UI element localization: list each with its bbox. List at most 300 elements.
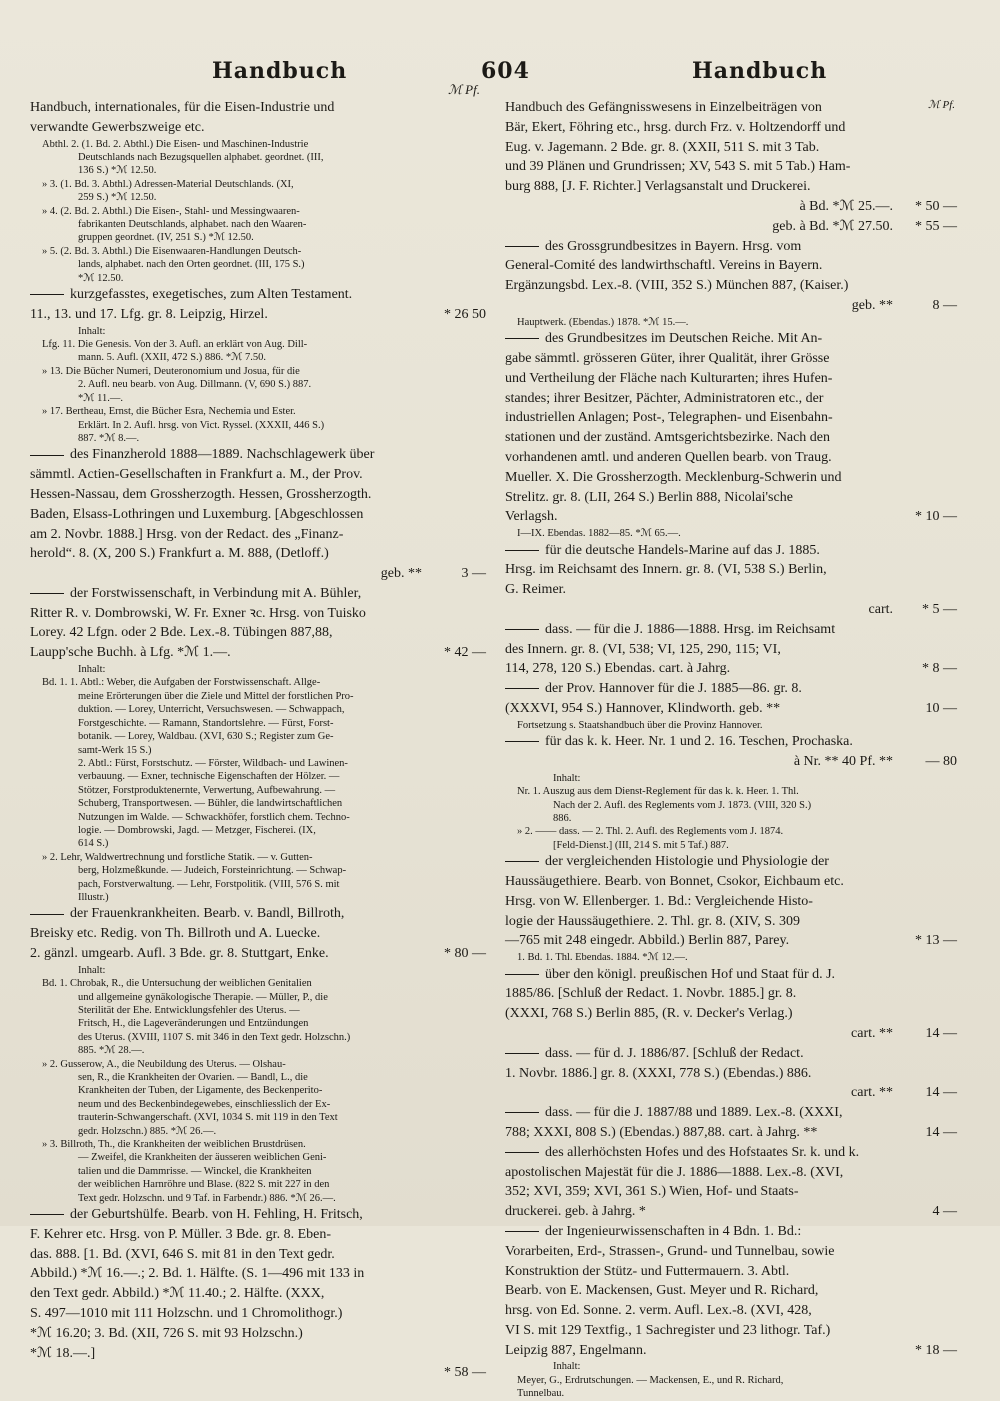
text-line: [30, 218, 486, 231]
line-text: Eug. v. Jagemann. 2 Bde. gr. 8. (XXII, 511 S. mit 3 Tab.: [505, 139, 820, 155]
text-line: [30, 837, 486, 850]
text-line: [30, 98, 486, 118]
text-line: [505, 448, 957, 468]
line-text: 11., 13. und 17. Lfg. gr. 8. Leipzig, Hirzel.: [30, 306, 268, 322]
text-line: [505, 1281, 957, 1301]
line-text: dass. — für die J. 1886—1888. Hrsg. im Reichsamt: [545, 621, 836, 637]
price: * 18 —: [915, 1342, 957, 1358]
line-text: Hauptwerk. (Ebendas.) 1878. *ℳ 15.—.: [517, 316, 689, 328]
line-text: » 13. Die Bücher Numeri, Deuteronomium und Josua, für die: [42, 365, 300, 377]
text-line: [505, 197, 957, 217]
text-line: [505, 659, 957, 679]
text-line: [30, 272, 486, 285]
line-text: Nach der 2. Aufl. des Reglements vom J. 1873. (VIII, 320 S.): [553, 799, 812, 811]
line-text: der Ingenieurwissenschaften in 4 Bdn. 1. Bd.:: [545, 1223, 802, 1239]
line-text: » 3. Billroth, Th., die Krankheiten der weiblichen Brustdrüsen.: [42, 1139, 306, 1151]
text-line: [30, 445, 486, 465]
text-line: [30, 191, 486, 204]
text-line: [30, 1304, 486, 1324]
text-line: [505, 1242, 957, 1262]
line-text: *ℳ 12.50.: [78, 272, 124, 284]
text-line: [30, 964, 486, 977]
line-text: verwandte Gewerbszweige etc.: [30, 119, 205, 135]
line-text: » 17. Bertheau, Ernst, die Bücher Esra, Nechemia und Ester.: [42, 406, 296, 418]
line-text: Konstruktion der Stütz- und Futtermauern. 3. Abtl.: [505, 1263, 790, 1279]
text-line: [505, 1262, 957, 1282]
line-text: druckerei. geb. à Jahrg. *: [505, 1204, 646, 1220]
text-line: [30, 392, 486, 405]
ditto-dash: [505, 1231, 539, 1232]
text-line: [505, 785, 957, 798]
line-text: 2. gänzl. umgearb. Aufl. 3 Bde. gr. 8. Stuttgart, Enke.: [30, 945, 329, 961]
ditto-dash: [505, 688, 539, 689]
ditto-dash: [505, 550, 539, 551]
line-text: Lorey. 42 Lfgn. oder 2 Bde. Lex.-8. Tübingen 887,88,: [30, 625, 333, 641]
line-text: Lfg. 11. Die Genesis. Von der 3. Aufl. an erklärt von Aug. Dill-: [42, 339, 308, 351]
text-line: [30, 1324, 486, 1344]
text-line: [30, 944, 486, 964]
text-line: [30, 717, 486, 730]
text-line: [30, 1363, 486, 1383]
ditto-dash: [505, 861, 539, 862]
line-text: Schuberg, Transportwesen. — Bühler, die landwirtschaftlichen: [78, 798, 343, 810]
line-text: Hrsg. von W. Ellenberger. 1. Bd.: Vergleichende Histo-: [505, 893, 813, 909]
line-text: gabe sämmtl. grösseren Güter, ihrer Qualität, ihrer Grösse: [505, 350, 830, 366]
running-head-left: Handbuch: [212, 58, 348, 84]
line-text: über den königl. preußischen Hof und Staat für d. J.: [545, 966, 836, 982]
text-line: [30, 1125, 486, 1138]
text-line: [505, 1044, 957, 1064]
line-text: Erklärt. In 2. Aufl. hrsg. von Vict. Ryssel. (XXXII, 446 S.): [78, 419, 325, 431]
text-line: [30, 151, 486, 164]
ditto-dash: [30, 1214, 64, 1215]
text-line: [30, 784, 486, 797]
line-text: am 2. Novbr. 1888.] Hrsg. von der Redact. des „Finanz-: [30, 526, 344, 542]
text-line: [505, 719, 957, 732]
text-line: [30, 564, 486, 584]
line-text: der weiblichen Harnröhre und Blase. (822 S. mit 227 in den: [78, 1179, 330, 1191]
text-line: [30, 485, 486, 505]
text-line: [505, 1374, 957, 1387]
text-line: [30, 703, 486, 716]
line-text: —765 mit 248 eingedr. Abbild.) Berlin 887, Parey.: [505, 933, 790, 949]
text-line: [505, 892, 957, 912]
text-line: [505, 428, 957, 448]
line-text: Text gedr. Holzschn. und 9 Taf. in Farbendr.) 886. *ℳ 26.—.: [78, 1192, 336, 1204]
line-text: à Bd. *ℳ 25.—.: [799, 198, 893, 214]
line-text: 352; XVI, 359; XVI, 361 S.) Wien, Hof- und Staats-: [505, 1184, 799, 1200]
price: 4 —: [932, 1204, 957, 1220]
line-text: Mueller. X. Die Grossherzogth. Mecklenburg-Schwerin und: [505, 469, 842, 485]
line-text: Abthl. 2. (1. Bd. 2. Abthl.) Die Eisen- und Maschinen-Industrie: [42, 138, 309, 150]
text-line: [30, 676, 486, 689]
line-text: samt-Werk 15 S.): [78, 744, 152, 756]
text-line: [30, 505, 486, 525]
line-text: Fortsetzung s. Staatshandbuch über die Provinz Hannover.: [517, 719, 763, 731]
ditto-dash: [505, 1112, 539, 1113]
text-line: [30, 1071, 486, 1084]
text-line: [30, 991, 486, 1004]
line-text: Nutzungen im Walde. — Schwackhöfer, forstlich chem. Techno-: [78, 811, 350, 823]
line-text: S. 497—1010 mit 111 Holzschn. und 1 Chromolithogr.): [30, 1306, 343, 1322]
text-line: [505, 699, 957, 719]
line-text: 788; XXXI, 808 S.) (Ebendas.) 887,88. cart. à Jahrg. **: [505, 1124, 818, 1140]
line-text: der Frauenkrankheiten. Bearb. v. Bandl, Billroth,: [70, 906, 345, 922]
line-text: lands, alphabet. nach den Orten geordnet. (III, 175 S.): [78, 259, 305, 271]
text-line: [30, 878, 486, 891]
text-line: [30, 690, 486, 703]
line-text: meine Erörterungen über die Ziele und Mittel der forstlichen Pro-: [78, 690, 354, 702]
line-text: Bd. 1. 1. Abtl.: Weber, die Aufgaben der Forstwissenschaft. Allge-: [42, 677, 321, 689]
text-line: [30, 1178, 486, 1191]
text-line: [505, 507, 957, 527]
line-text: Leipzig 887, Engelmann.: [505, 1342, 647, 1358]
line-text: der vergleichenden Histologie und Physiologie der: [545, 854, 829, 870]
line-text: *ℳ 16.20; 3. Bd. (XII, 726 S. mit 93 Holzschn.): [30, 1325, 303, 1341]
line-text: des Finanzherold 1888—1889. Nachschlagewerk über: [70, 447, 375, 463]
price: 14 —: [925, 1025, 957, 1041]
text-line: [505, 296, 957, 316]
text-line: [505, 1143, 957, 1163]
text-line: [30, 811, 486, 824]
page-number: 604: [481, 58, 530, 84]
text-line: [30, 138, 486, 151]
price: 14 —: [925, 1085, 957, 1101]
text-line: [30, 730, 486, 743]
text-line: [30, 797, 486, 810]
line-text: I—IX. Ebendas. 1882—85. *ℳ 65.—.: [517, 528, 681, 540]
line-text: sämmtl. Actien-Gesellschaften in Frankfurt a. M., der Prov.: [30, 467, 363, 483]
text-line: [30, 1264, 486, 1284]
text-line: [30, 1058, 486, 1071]
line-text: 887. *ℳ 8.—.: [78, 432, 140, 444]
text-line: [30, 245, 486, 258]
price: 14 —: [925, 1124, 957, 1140]
line-text: 2. Aufl. neu bearb. von Aug. Dillmann. (V, 690 S.) 887.: [78, 379, 312, 391]
line-text: und 39 Plänen und Grundrissen; XV, 543 S. mit 5 Tab.) Ham-: [505, 159, 851, 175]
text-line: [505, 580, 957, 600]
text-line: [505, 217, 957, 237]
line-text: Abbild.) *ℳ 16.—.; 2. Bd. 1. Hälfte. (S. 1—496 mit 133 in: [30, 1266, 365, 1282]
line-text: das. 888. [1. Bd. (XVI, 646 S. mit 81 in den Text gedr.: [30, 1246, 335, 1262]
line-text: dass. — für d. J. 1886/87. [Schluß der Redact.: [545, 1045, 804, 1061]
text-line: [30, 164, 486, 177]
line-text: Krankheiten der Tuben, der Ligamente, des Beckenperito-: [78, 1085, 323, 1097]
text-line: [30, 305, 486, 325]
line-text: [Feld-Dienst.] (III, 214 S. mit 5 Taf.) 887.: [553, 839, 729, 851]
line-text: Deutschlands nach Bezugsquellen alphabet. geordnet. (III,: [78, 152, 324, 163]
line-text: stationen und der zuständ. Amtsgerichtsbezirke. Nach den: [505, 430, 831, 446]
text-line: [505, 118, 957, 138]
line-text: und allgemeine gynäkologische Therapie. — Müller, P., die: [78, 991, 328, 1003]
price: * 8 —: [922, 661, 957, 677]
line-text: Inhalt:: [553, 1361, 581, 1373]
line-text: *ℳ 11.—.: [78, 392, 123, 404]
text-line: [505, 984, 957, 1004]
text-line: [505, 138, 957, 158]
line-text: des Innern. gr. 8. (VI, 538; VI, 125, 290, 115; VI,: [505, 641, 781, 657]
line-text: für das k. k. Heer. Nr. 1 und 2. 16. Teschen, Prochaska.: [545, 734, 853, 750]
text-line: [30, 1017, 486, 1030]
line-text: verbauung. — Exner, technische Eigenschaften der Hölzer. —: [78, 771, 340, 783]
line-text: » 3. (1. Bd. 3. Abthl.) Adressen-Material Deutschlands. (XI,: [42, 178, 294, 190]
line-text: geb. **: [380, 566, 422, 582]
line-text: Tunnelbau.: [517, 1388, 565, 1400]
text-line: [505, 98, 957, 118]
line-text: der Geburtshülfe. Bearb. von H. Fehling, H. Fritsch,: [70, 1207, 363, 1223]
text-line: [30, 924, 486, 944]
line-text: hrsg. von Ed. Sonne. 2. verm. Aufl. Lex.-8. (XVI, 428,: [505, 1303, 812, 1319]
line-text: Bär, Ekert, Föhring etc., hrsg. durch Frz. v. Holtzendorff und: [505, 119, 846, 135]
ditto-dash: [505, 974, 539, 975]
line-text: cart. **: [851, 1085, 893, 1101]
line-text: berg, Holzmeßkunde. — Judeich, Forsteinrichtung. — Schwap-: [78, 865, 347, 877]
line-text: trauterin-Schwangerschaft. (XVI, 1034 S. mit 119 in den Text: [78, 1112, 338, 1124]
price: * 13 —: [915, 933, 957, 949]
text-line: [30, 1111, 486, 1124]
line-text: Strelitz. gr. 8. (LII, 264 S.) Berlin 888, Nicolai'sche: [505, 489, 793, 505]
line-text: 136 S.) *ℳ 12.50.: [78, 165, 157, 177]
price: — 80: [925, 753, 957, 769]
ditto-dash: [505, 629, 539, 630]
line-text: cart. **: [851, 1025, 893, 1041]
ditto-dash: [30, 593, 64, 594]
running-head-right: Handbuch: [692, 58, 828, 84]
text-line: [30, 432, 486, 445]
text-line: [30, 891, 486, 904]
price: 10 —: [925, 700, 957, 716]
line-text: Baden, Elsass-Lothringen und Luxemburg. [Abgeschlossen: [30, 506, 364, 522]
text-line: [505, 839, 957, 852]
text-line: [505, 1341, 957, 1361]
text-line: [505, 1123, 957, 1143]
text-line: [30, 744, 486, 757]
line-text: Breisky etc. Redig. von Th. Billroth und A. Luecke.: [30, 926, 321, 942]
line-text: dass. — für die J. 1887/88 und 1889. Lex.-8. (XXXI,: [545, 1105, 843, 1121]
text-line: [30, 544, 486, 564]
line-text: » 2. Gusserow, A., die Neubildung des Uterus. — Olshau-: [42, 1058, 286, 1070]
text-line: [30, 1138, 486, 1151]
text-line: [505, 1163, 957, 1183]
text-line: [30, 1004, 486, 1017]
line-text: General-Comité des landwirthschaftl. Vereins in Bayern.: [505, 258, 823, 274]
text-line: [30, 378, 486, 391]
line-text: » 4. (2. Bd. 2. Abthl.) Die Eisen-, Stahl- und Messingwaaren-: [42, 205, 300, 217]
text-line: [30, 419, 486, 432]
price-unit-left: ℳ Pf.: [448, 82, 480, 97]
text-line: [505, 1360, 957, 1373]
text-line: [505, 772, 957, 785]
line-text: Sterilität der Ehe. Entwicklungsfehler des Uterus. —: [78, 1005, 300, 1016]
line-text: gedr. Holzschn.) 885. *ℳ 26.—.: [78, 1125, 217, 1137]
line-text: Vorarbeiten, Erd-, Strassen-, Grund- und Tunnelbau, sowie: [505, 1243, 835, 1259]
text-line: [505, 620, 957, 640]
text-line: [30, 643, 486, 663]
price: * 55 —: [915, 218, 957, 234]
line-text: der Prov. Hannover für die J. 1885—86. gr. 8.: [545, 681, 802, 697]
line-text: industriellen Anlagen; Post-, Telegraphen- und Eisenbahn-: [505, 410, 833, 426]
line-text: Fritsch, H., die Lageveränderungen und Entzündungen: [78, 1018, 309, 1030]
text-line: [30, 584, 486, 604]
line-text: Verlagsh.: [505, 509, 558, 525]
price: 3 —: [461, 566, 486, 582]
text-line: [505, 1222, 957, 1242]
text-line: [505, 852, 957, 872]
line-text: geb. à Bd. *ℳ 27.50.: [772, 218, 893, 234]
line-text: neum und des Beckenbindegewebes, einschliesslich der Ex-: [78, 1098, 331, 1110]
line-text: geb. **: [851, 297, 893, 313]
text-line: [505, 732, 957, 752]
text-line: [30, 1205, 486, 1225]
line-text: des Grossgrundbesitzes in Bayern. Hrsg. vom: [545, 238, 802, 254]
line-text: vorhandenen amtl. und anderen Quellen bearb. von Traug.: [505, 449, 832, 465]
text-line: [30, 1165, 486, 1178]
text-line: [30, 1225, 486, 1245]
text-line: [30, 525, 486, 545]
line-text: Bd. 1. Chrobak, R., die Untersuchung der weiblichen Genitalien: [42, 978, 312, 990]
text-line: [30, 1044, 486, 1057]
line-text: — Zweifel, die Krankheiten der äusseren weiblichen Geni-: [78, 1152, 327, 1164]
text-line: [30, 325, 486, 338]
line-text: gruppen geordnet. (IV, 251 S.) *ℳ 12.50.: [78, 232, 254, 244]
line-text: logie. — Dombrowski, Jagd. — Metzger, Fischerei. (IX,: [78, 824, 316, 836]
text-line: [505, 931, 957, 951]
text-line: [30, 1245, 486, 1265]
text-line: [30, 824, 486, 837]
text-line: [505, 1103, 957, 1123]
line-text: Handbuch, internationales, für die Eisen-Industrie und: [30, 100, 335, 115]
line-text: und Vertheilung der Fläche nach Kulturarten; ihres Hufen-: [505, 370, 833, 386]
text-line: [30, 1284, 486, 1304]
line-text: 259 S.) *ℳ 12.50.: [78, 192, 157, 204]
line-text: kurzgefasstes, exegetisches, zum Alten Testament.: [70, 287, 353, 303]
text-line: [505, 389, 957, 409]
text-line: [505, 679, 957, 699]
line-text: 2. Abtl.: Fürst, Forstschutz. — Förster, Wildbach- und Lawinen-: [78, 757, 348, 769]
line-text: (XXXVI, 954 S.) Hannover, Klindworth. geb. **: [505, 700, 781, 716]
text-line: [505, 408, 957, 428]
text-line: [30, 663, 486, 676]
text-line: [505, 825, 957, 838]
line-text: standes; ihrer Besitzer, Pächter, Administratoren etc., der: [505, 390, 824, 406]
text-line: [505, 488, 957, 508]
line-text: 1. Bd. 1. Thl. Ebendas. 1884. *ℳ 12.—.: [517, 952, 688, 964]
ditto-dash: [505, 1152, 539, 1153]
line-text: Meyer, G., Erdrutschungen. — Mackensen, E., und R. Richard,: [517, 1374, 784, 1386]
text-line: [505, 1321, 957, 1341]
line-text: Forstgeschichte. — Ramann, Standortslehre. — Fürst, Forst-: [78, 717, 334, 729]
text-line: [505, 951, 957, 964]
line-text: Inhalt:: [78, 325, 106, 337]
line-text: cart.: [868, 601, 893, 617]
line-text: » 2. Lehr, Waldwertrechnung und forstliche Statik. — v. Gutten-: [42, 851, 313, 863]
line-text: 614 S.): [78, 838, 109, 850]
line-text: Ergänzungsbd. Lex.-8. (VIII, 352 S.) München 887, (Kaiser.): [505, 278, 849, 294]
text-line: [505, 600, 957, 620]
line-text: 1. Novbr. 1886.] gr. 8. (XXXI, 778 S.) (Ebendas.) 886.: [505, 1065, 812, 1081]
text-line: [30, 1151, 486, 1164]
line-text: sen, R., die Krankheiten der Ovarien. — Bandl, L., die: [78, 1072, 308, 1084]
text-line: [505, 468, 957, 488]
line-text: 1885/86. [Schluß der Redact. 1. Novbr. 1885.] gr. 8.: [505, 986, 797, 1002]
line-text: Illustr.): [78, 891, 109, 903]
line-text: (XXXI, 768 S.) Berlin 885, (R. v. Decker's Verlag.): [505, 1006, 793, 1022]
text-line: [30, 623, 486, 643]
text-line: [30, 338, 486, 351]
text-line: [30, 1031, 486, 1044]
text-line: [505, 157, 957, 177]
text-line: [505, 799, 957, 812]
text-line: [505, 527, 957, 540]
line-text: den Text gedr. Abbild.) *ℳ 11.40.; 2. Hälfte. (XXX,: [30, 1286, 325, 1302]
text-line: [505, 640, 957, 660]
line-text: Haussäugethiere. Bearb. von Bonnet, Csokor, Eichbaum etc.: [505, 873, 844, 889]
line-text: F. Kehrer etc. Hrsg. von P. Müller. 3 Bde. gr. 8. Eben-: [30, 1226, 331, 1242]
line-text: des Grundbesitzes im Deutschen Reiche. Mit An-: [545, 331, 823, 347]
text-line: [505, 872, 957, 892]
line-text: G. Reimer.: [505, 582, 567, 598]
line-text: Nr. 1. Auszug aus dem Dienst-Reglement für das k. k. Heer. 1. Thl.: [517, 786, 799, 798]
text-line: [505, 1064, 957, 1084]
text-line: [505, 560, 957, 580]
line-text: Laupp'sche Buchh. à Lfg. *ℳ 1.—.: [30, 645, 231, 661]
line-text: des allerhöchsten Hofes und des Hofstaates Sr. k. und k.: [545, 1144, 860, 1160]
line-text: pach, Forstverwaltung. — Lehr, Forstpolitik. (VIII, 576 S. mit: [78, 878, 340, 890]
line-text: Hrsg. im Reichsamt des Innern. gr. 8. (VI, 538 S.) Berlin,: [505, 562, 827, 578]
ditto-dash: [505, 246, 539, 247]
line-text: botanik. — Lorey, Waldbau. (XVI, 630 S.; Register zum Ge-: [78, 731, 334, 743]
right-column: [505, 98, 957, 1400]
ditto-dash: [505, 1053, 539, 1054]
line-text: Hessen-Nassau, dem Grossherzogth. Hessen, Grossherzogth.: [30, 486, 372, 502]
text-line: [30, 851, 486, 864]
text-line: [505, 1004, 957, 1024]
text-line: [30, 178, 486, 191]
ditto-dash: [505, 741, 539, 742]
price: * 58 —: [444, 1365, 486, 1381]
text-line: [30, 1098, 486, 1111]
text-line: [30, 757, 486, 770]
text-line: [30, 1084, 486, 1097]
line-text: *ℳ 18.—.]: [30, 1345, 96, 1361]
text-line: [505, 1387, 957, 1400]
line-text: burg 888, [J. F. Richter.] Verlagsanstalt und Druckerei.: [505, 179, 811, 195]
text-line: [30, 1344, 486, 1364]
text-line: [30, 231, 486, 244]
text-line: [505, 752, 957, 772]
line-text: Bearb. von E. Mackensen, Gust. Meyer und R. Richard,: [505, 1283, 819, 1299]
ditto-dash: [30, 294, 64, 295]
text-line: [30, 465, 486, 485]
line-text: Stötzer, Forstproduktenernte, Verwertung, Aufbewahrung. —: [78, 784, 336, 796]
line-text: herold“. 8. (X, 200 S.) Frankfurt a. M. 888, (Detloff.): [30, 546, 329, 562]
text-line: [30, 118, 486, 138]
text-line: [30, 977, 486, 990]
line-text: VI S. mit 129 Textfig., 1 Sachregister und 23 lithogr. Taf.): [505, 1322, 831, 1338]
line-text: Ritter R. v. Dombrowski, W. Fr. Exner ꝛc. Hrsg. von Tuisko: [30, 605, 366, 621]
text-line: [30, 405, 486, 418]
left-column: [30, 98, 486, 1381]
text-line: [505, 369, 957, 389]
line-text: » 2. —— dass. — 2. Thl. 2. Aufl. des Reglements vom J. 1874.: [517, 826, 784, 838]
line-text: 885. *ℳ 28.—.: [78, 1045, 145, 1057]
line-text: talien und die Dammrisse. — Winckel, die Krankheiten: [78, 1165, 312, 1177]
price-unit-right: ℳ Pf.: [928, 99, 956, 111]
text-line: [505, 276, 957, 296]
line-text: Handbuch des Gefängnisswesens in Einzelbeiträgen von: [505, 100, 822, 115]
price: * 5 —: [922, 601, 957, 617]
line-text: des Uterus. (XVIII, 1107 S. mit 346 in den Text gedr. Holzschn.): [78, 1031, 351, 1043]
